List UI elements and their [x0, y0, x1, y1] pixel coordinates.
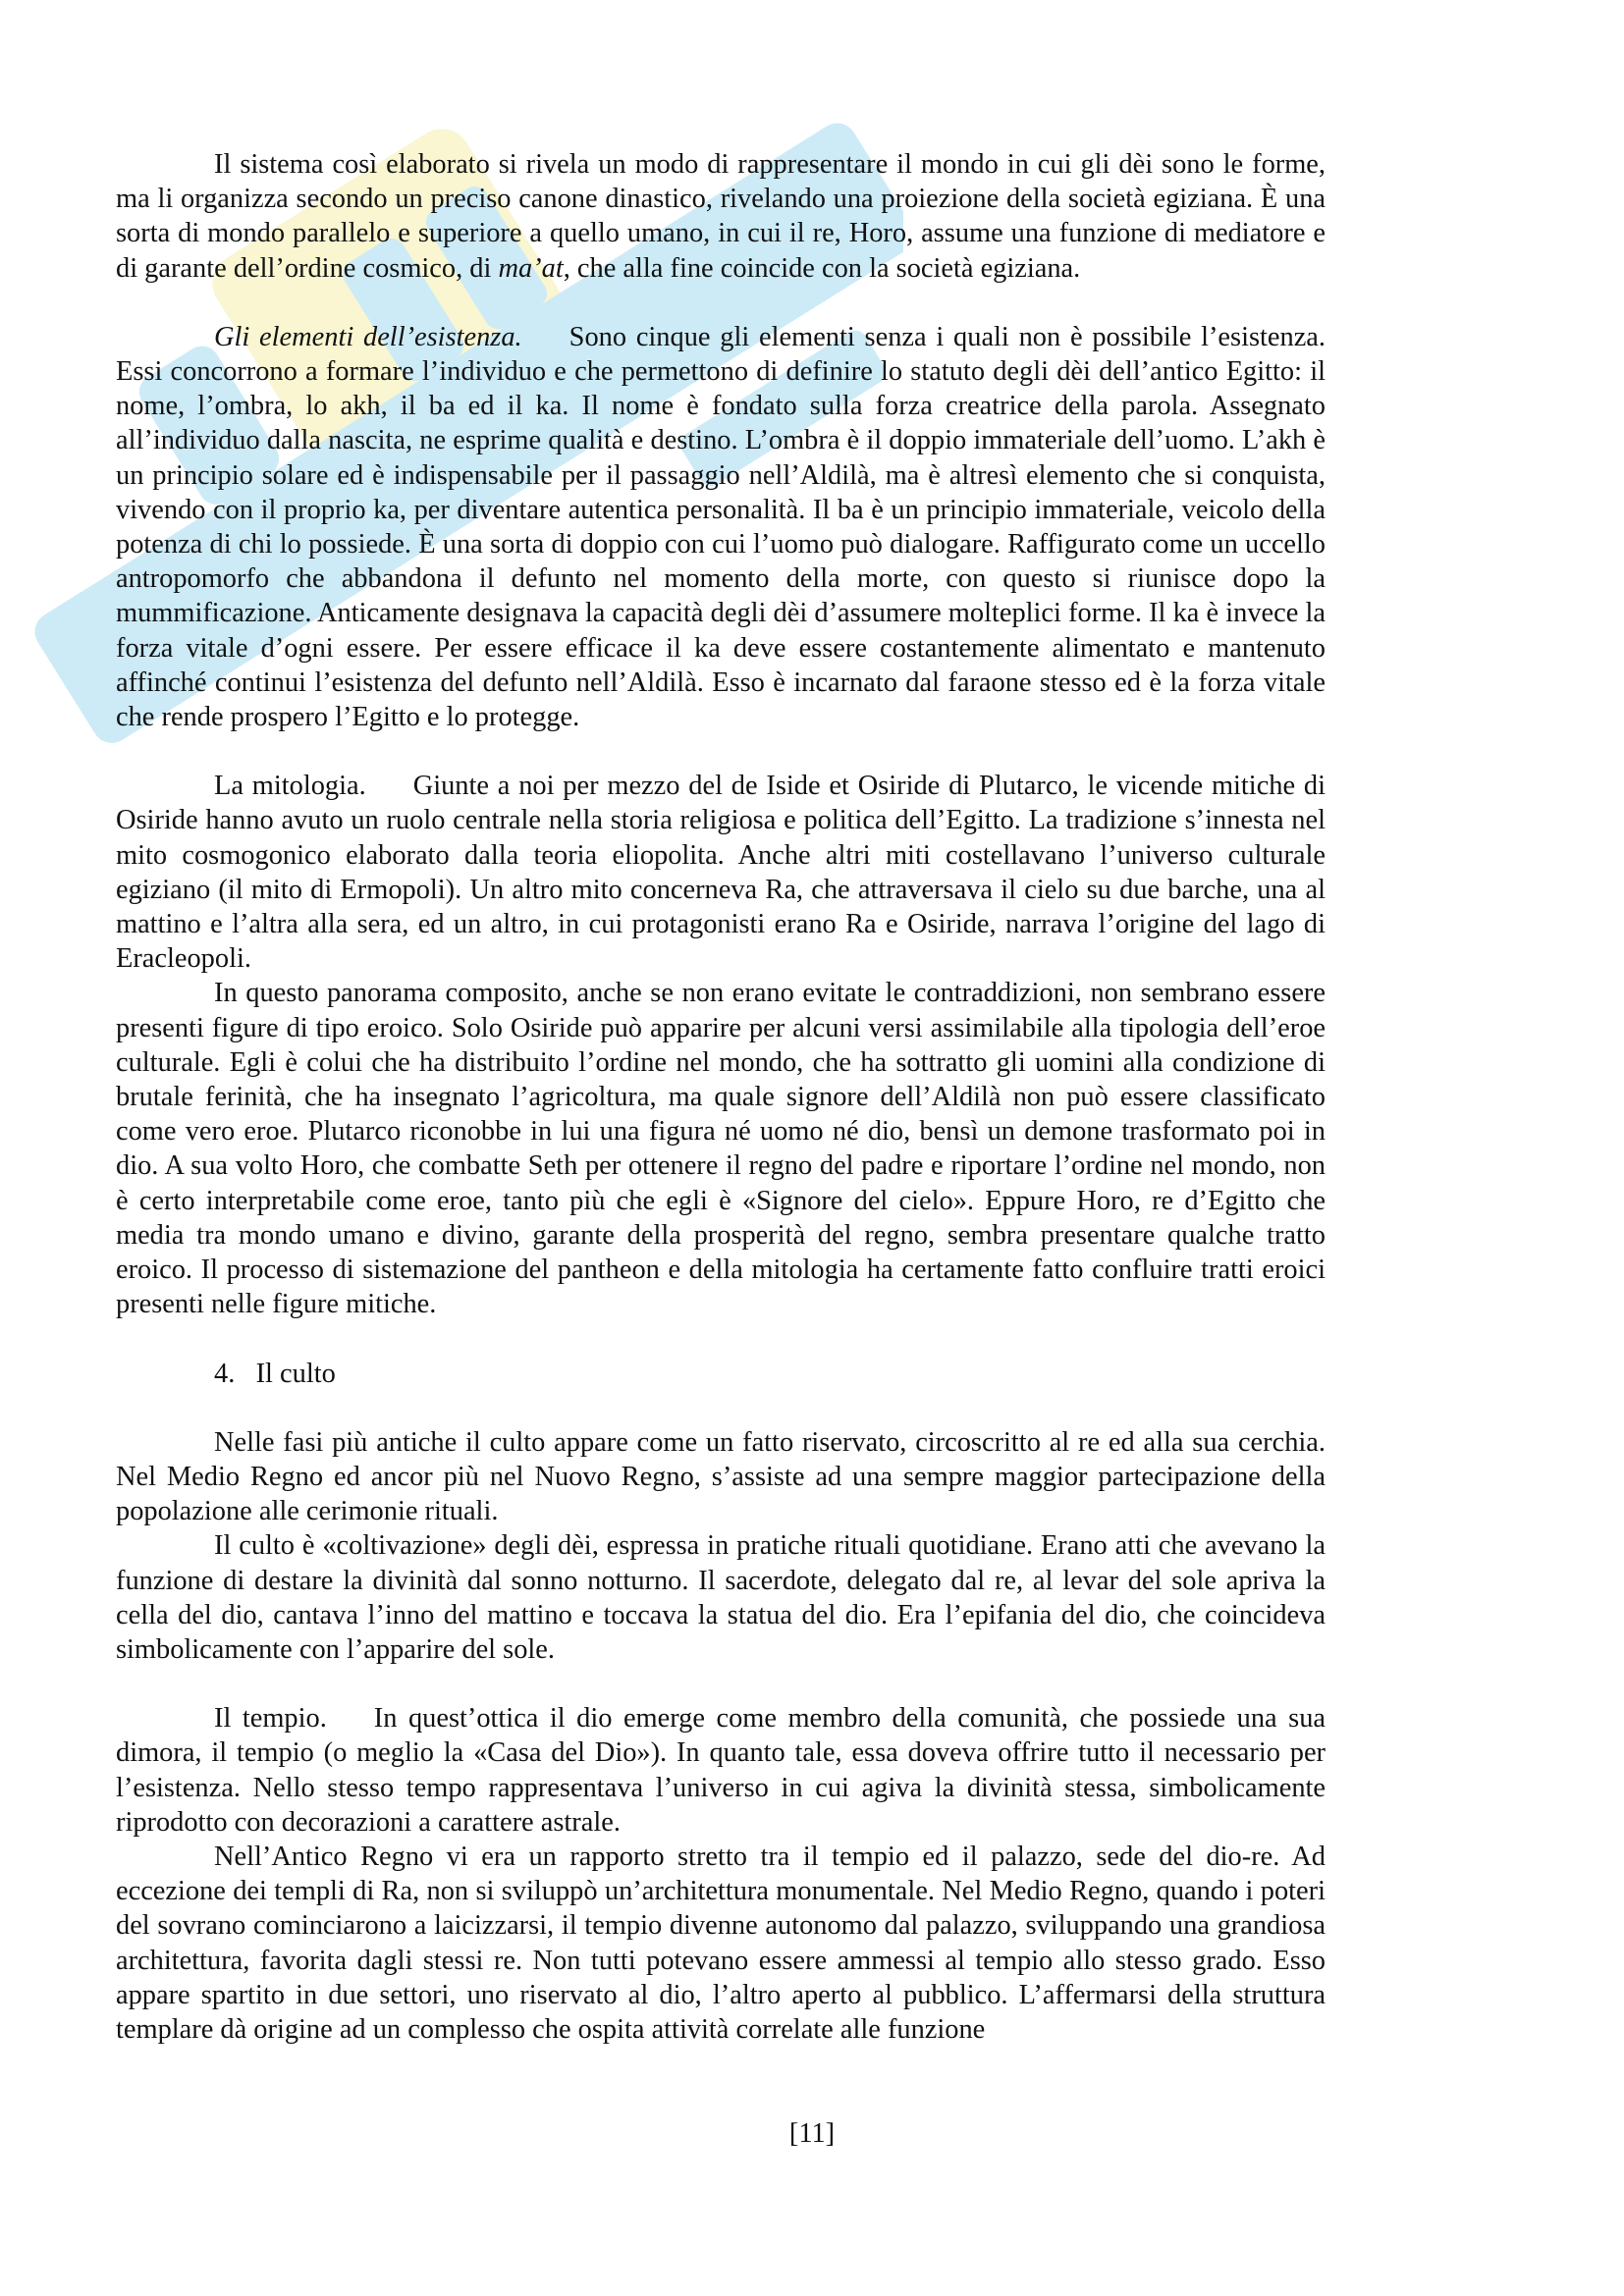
paragraph: Il sistema così elaborato si rivela un modo di rappresentare il mondo in cui gli dèi sono le forme, ma li organizza secondo un preciso canone dinastico, rivelando una proiezione della società egiziana. È una sorta di mondo parallelo e superiore a quello umano, in cui il re, Horo, assume una funzione di mediatore e di garante dell’ordine cosmico, di ma’at, che alla fine coincide con la società egiziana. — [116, 149, 1326, 284]
paragraph: La mitologia. Giunte a noi per mezzo del de Iside et Osiride di Plutarco, le vicende mitiche di Osiride hanno avuto un ruolo centrale nella storia religiosa e politica dell’Egitto. La tradizione s’innesta nel mito cosmogonico elaborato dalla teoria eliopolita. Anche altri miti costellavano l’universo culturale egiziano (il mito di Ermopoli). Un altro mito concerneva Ra, che attraversava il cielo su due barche, una al mattino e l’altra alla sera, ed un altro, in cui protagonisti erano Ra e Osiride, narrava l’origine del lago di Eracleopoli. — [116, 771, 1326, 975]
section-runin-title: Gli elementi dell’esistenza. — [214, 321, 522, 352]
section-runin-title: La mitologia. — [214, 771, 366, 802]
body-text — [116, 147, 1326, 2047]
paragraph: In questo panorama composito, anche se non erano evitate le contraddizioni, non sembrano essere presenti figure di tipo eroico. Solo Osiride può apparire per alcuni versi assimilabile alla tipologia dell’eroe culturale. Egli è colui che ha distribuito l’ordine nel mondo, che ha sottratto gli uomini alla condizione di brutale ferinità, che ha insegnato l’agricoltura, ma quale signore dell’Aldilà non può essere classificato come vero eroe. Plutarco riconobbe in lui una figura né uomo né dio, bensì un demone trasformato poi in dio. A sua volto Horo, che combatte Seth per ottenere il regno del padre e riportare l’ordine nel mondo, non è certo interpretabile come eroe, tanto più che egli è «Signore del cielo». Eppure Horo, re d’Egitto che media tra mondo umano e divino, garante della prosperità del regno, sembra presentare qualche tratto eroico. Il processo di sistemazione del pantheon e della mitologia ha certamente fatto confluire tratti eroici presenti nelle figure mitiche. — [116, 978, 1326, 1320]
section-heading: 4. Il culto — [214, 1358, 336, 1389]
paragraph: Nell’Antico Regno vi era un rapporto stretto tra il tempio ed il palazzo, sede del dio-re. Ad eccezione dei templi di Ra, non si sviluppò un’architettura monumentale. Nel Medio Regno, quando i poteri del sovrano cominciarono a laicizzarsi, il tempio divenne autonomo dal palazzo, sviluppando una grandiosa architettura, favorita dagli stessi re. Non tutti potevano essere ammessi al tempio allo stesso grado. Esso appare spartito in due settori, uno riservato al dio, l’altro aperto al pubblico. L’affermarsi della struttura templare dà origine ad un complesso che ospita attività correlate alle funzione — [116, 1841, 1326, 2045]
section-runin-title: Il tempio. — [214, 1703, 327, 1735]
paragraph: Il culto è «coltivazione» degli dèi, espressa in pratiche rituali quotidiane. Erano atti che avevano la funzione di destare la divinità dal sonno notturno. Il sacerdote, delegato dal re, al levar del sole apriva la cella del dio, cantava l’inno del mattino e toccava la statua del dio. Era l’epifania del dio, che coincideva simbolicamente con l’apparire del sole. — [116, 1530, 1326, 1665]
paragraph: Nelle fasi più antiche il culto appare come un fatto riservato, circoscritto al re ed alla sua cerchia. Nel Medio Regno ed ancor più nel Nuovo Regno, s’assiste ad una sempre maggior partecipazione della popolazione alle cerimonie rituali. — [116, 1426, 1326, 1527]
paragraph: Gli elementi dell’esistenza. Sono cinque gli elementi senza i quali non è possibile l’esistenza. Essi concorrono a formare l’individuo e che permettono di definire lo statuto degli dèi dell’antico Egitto: il nome, l’ombra, lo akh, il ba ed il ka. Il nome è fondato sulla forza creatrice della parola. Assegnato all’individuo dalla nascita, ne esprime qualità e destino. L’ombra è il doppio immateriale dell’uomo. L’akh è un principio solare ed è indispensabile per il passaggio nell’Aldilà, ma è altresì elemento che si conquista, vivendo con il proprio ka, per diventare autentica personalità. Il ba è un principio immateriale, veicolo della potenza di chi lo possiede. È una sorta di doppio con cui l’uomo può dialogare. Raffigurato come un uccello antropomorfo che abbandona il defunto nel momento della morte, con questo si riunisce dopo la mummificazione. Anticamente designava la capacità degli dèi d’assumere molteplici forme. Il ka è invece la forza vitale d’ogni essere. Per essere efficace il ka deve essere costantemente alimentato e mantenuto affinché continui l’esistenza del defunto nell’Aldilà. Esso è incarnato dal faraone stesso ed è la forza vitale che rende prospero l’Egitto e lo protegge. — [116, 321, 1326, 733]
page-number: [11] — [788, 2118, 836, 2149]
italic-term: ma’at — [498, 252, 564, 284]
paragraph: Il tempio. In quest’ottica il dio emerge come membro della comunità, che possiede una sua dimora, il tempio (o meglio la «Casa del Dio»). In quanto tale, essa doveva offrire tutto il necessario per l’esistenza. Nello stesso tempo rappresentava l’universo in cui agiva la divinità stessa, simbolicamente riprodotto con decorazioni a carattere astrale. — [116, 1703, 1326, 1838]
